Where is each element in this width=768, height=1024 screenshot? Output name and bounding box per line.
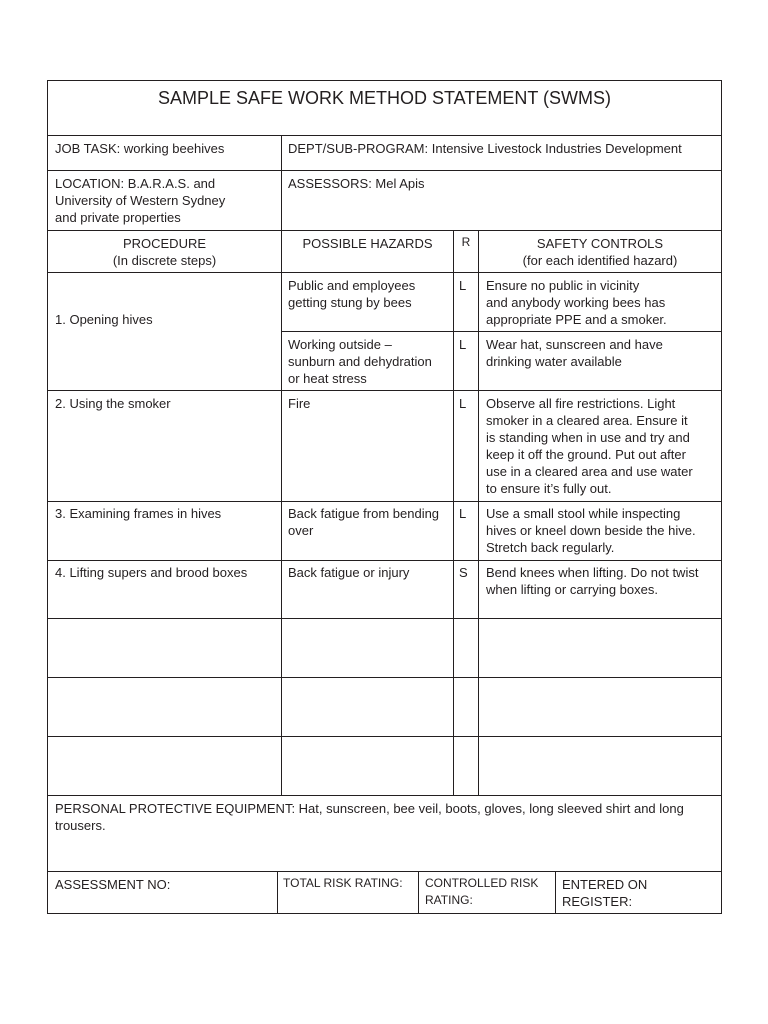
- column-divider: [555, 871, 556, 914]
- row-divider: [48, 135, 721, 136]
- column-divider: [418, 871, 419, 914]
- header-controls: SAFETY CONTROLS (for each identified hazard): [522, 236, 678, 268]
- row-divider: [48, 795, 721, 796]
- total-risk-rating-label: TOTAL RISK RATING:: [283, 876, 403, 890]
- swms-form: [47, 80, 722, 914]
- controls-cell: Ensure no public in vicinity and anybody working bees has appropriate PPE and a smoker.: [486, 278, 667, 327]
- column-divider: [453, 230, 454, 795]
- row-divider: [48, 272, 721, 273]
- risk-cell: S: [459, 565, 468, 580]
- dept-sub-program: DEPT/SUB-PROGRAM: Intensive Livestock Industries Development: [288, 141, 682, 156]
- controlled-risk-rating-label: CONTROLLED RISK RATING:: [425, 876, 539, 907]
- procedure-cell: 3. Examining frames in hives: [55, 506, 222, 521]
- row-divider: [48, 618, 721, 619]
- row-divider: [48, 390, 721, 391]
- column-divider: [281, 230, 282, 795]
- row-divider: [48, 170, 721, 171]
- row-divider: [48, 560, 721, 561]
- hazard-cell: Fire: [288, 396, 311, 411]
- hazard-cell: Working outside – sunburn and dehydration or heat stress: [288, 337, 432, 386]
- ppe-statement: PERSONAL PROTECTIVE EQUIPMENT: Hat, sunscreen, bee veil, boots, gloves, long sleeved shirt and long trousers.: [55, 801, 684, 833]
- hazard-cell: Back fatigue or injury: [288, 565, 410, 580]
- procedure-cell: 2. Using the smoker: [55, 396, 171, 411]
- hazard-cell: Public and employees getting stung by bees: [288, 278, 416, 310]
- row-divider: [48, 230, 721, 231]
- entered-on-register-label: ENTERED ON REGISTER:: [562, 877, 648, 909]
- location: LOCATION: B.A.R.A.S. and University of Western Sydney and private properties: [55, 176, 226, 225]
- column-divider: [277, 871, 278, 914]
- procedure-cell: 1. Opening hives: [55, 312, 153, 327]
- form-title: SAMPLE SAFE WORK METHOD STATEMENT (SWMS): [157, 88, 612, 108]
- controls-cell: Bend knees when lifting. Do not twist when lifting or carrying boxes.: [486, 565, 699, 597]
- risk-cell: L: [459, 396, 467, 411]
- row-divider: [48, 871, 721, 872]
- risk-cell: L: [459, 278, 467, 293]
- column-divider: [478, 230, 479, 795]
- controls-cell: Use a small stool while inspecting hives or kneel down beside the hive. Stretch back regularly.: [486, 506, 696, 555]
- controls-cell: Wear hat, sunscreen and have drinking water available: [486, 337, 663, 369]
- risk-cell: L: [459, 337, 467, 352]
- row-divider: [281, 331, 721, 332]
- header-risk: R: [461, 235, 471, 249]
- hazard-cell: Back fatigue from bending over: [288, 506, 440, 538]
- row-divider: [48, 677, 721, 678]
- row-divider: [48, 736, 721, 737]
- assessors: ASSESSORS: Mel Apis: [288, 176, 425, 191]
- risk-cell: L: [459, 506, 467, 521]
- controls-cell: Observe all fire restrictions. Light smoker in a cleared area. Ensure it is standing when in use and try and keep it off the ground. Put out after use in a cleared area and use water to ensure it’s fully out.: [486, 396, 693, 496]
- job-task: JOB TASK: working beehives: [55, 141, 225, 156]
- header-procedure: PROCEDURE (In discrete steps): [112, 236, 217, 268]
- row-divider: [48, 501, 721, 502]
- procedure-cell: 4. Lifting supers and brood boxes: [55, 565, 248, 580]
- assessment-no-label: ASSESSMENT NO:: [55, 877, 171, 892]
- header-hazards: POSSIBLE HAZARDS: [302, 236, 433, 251]
